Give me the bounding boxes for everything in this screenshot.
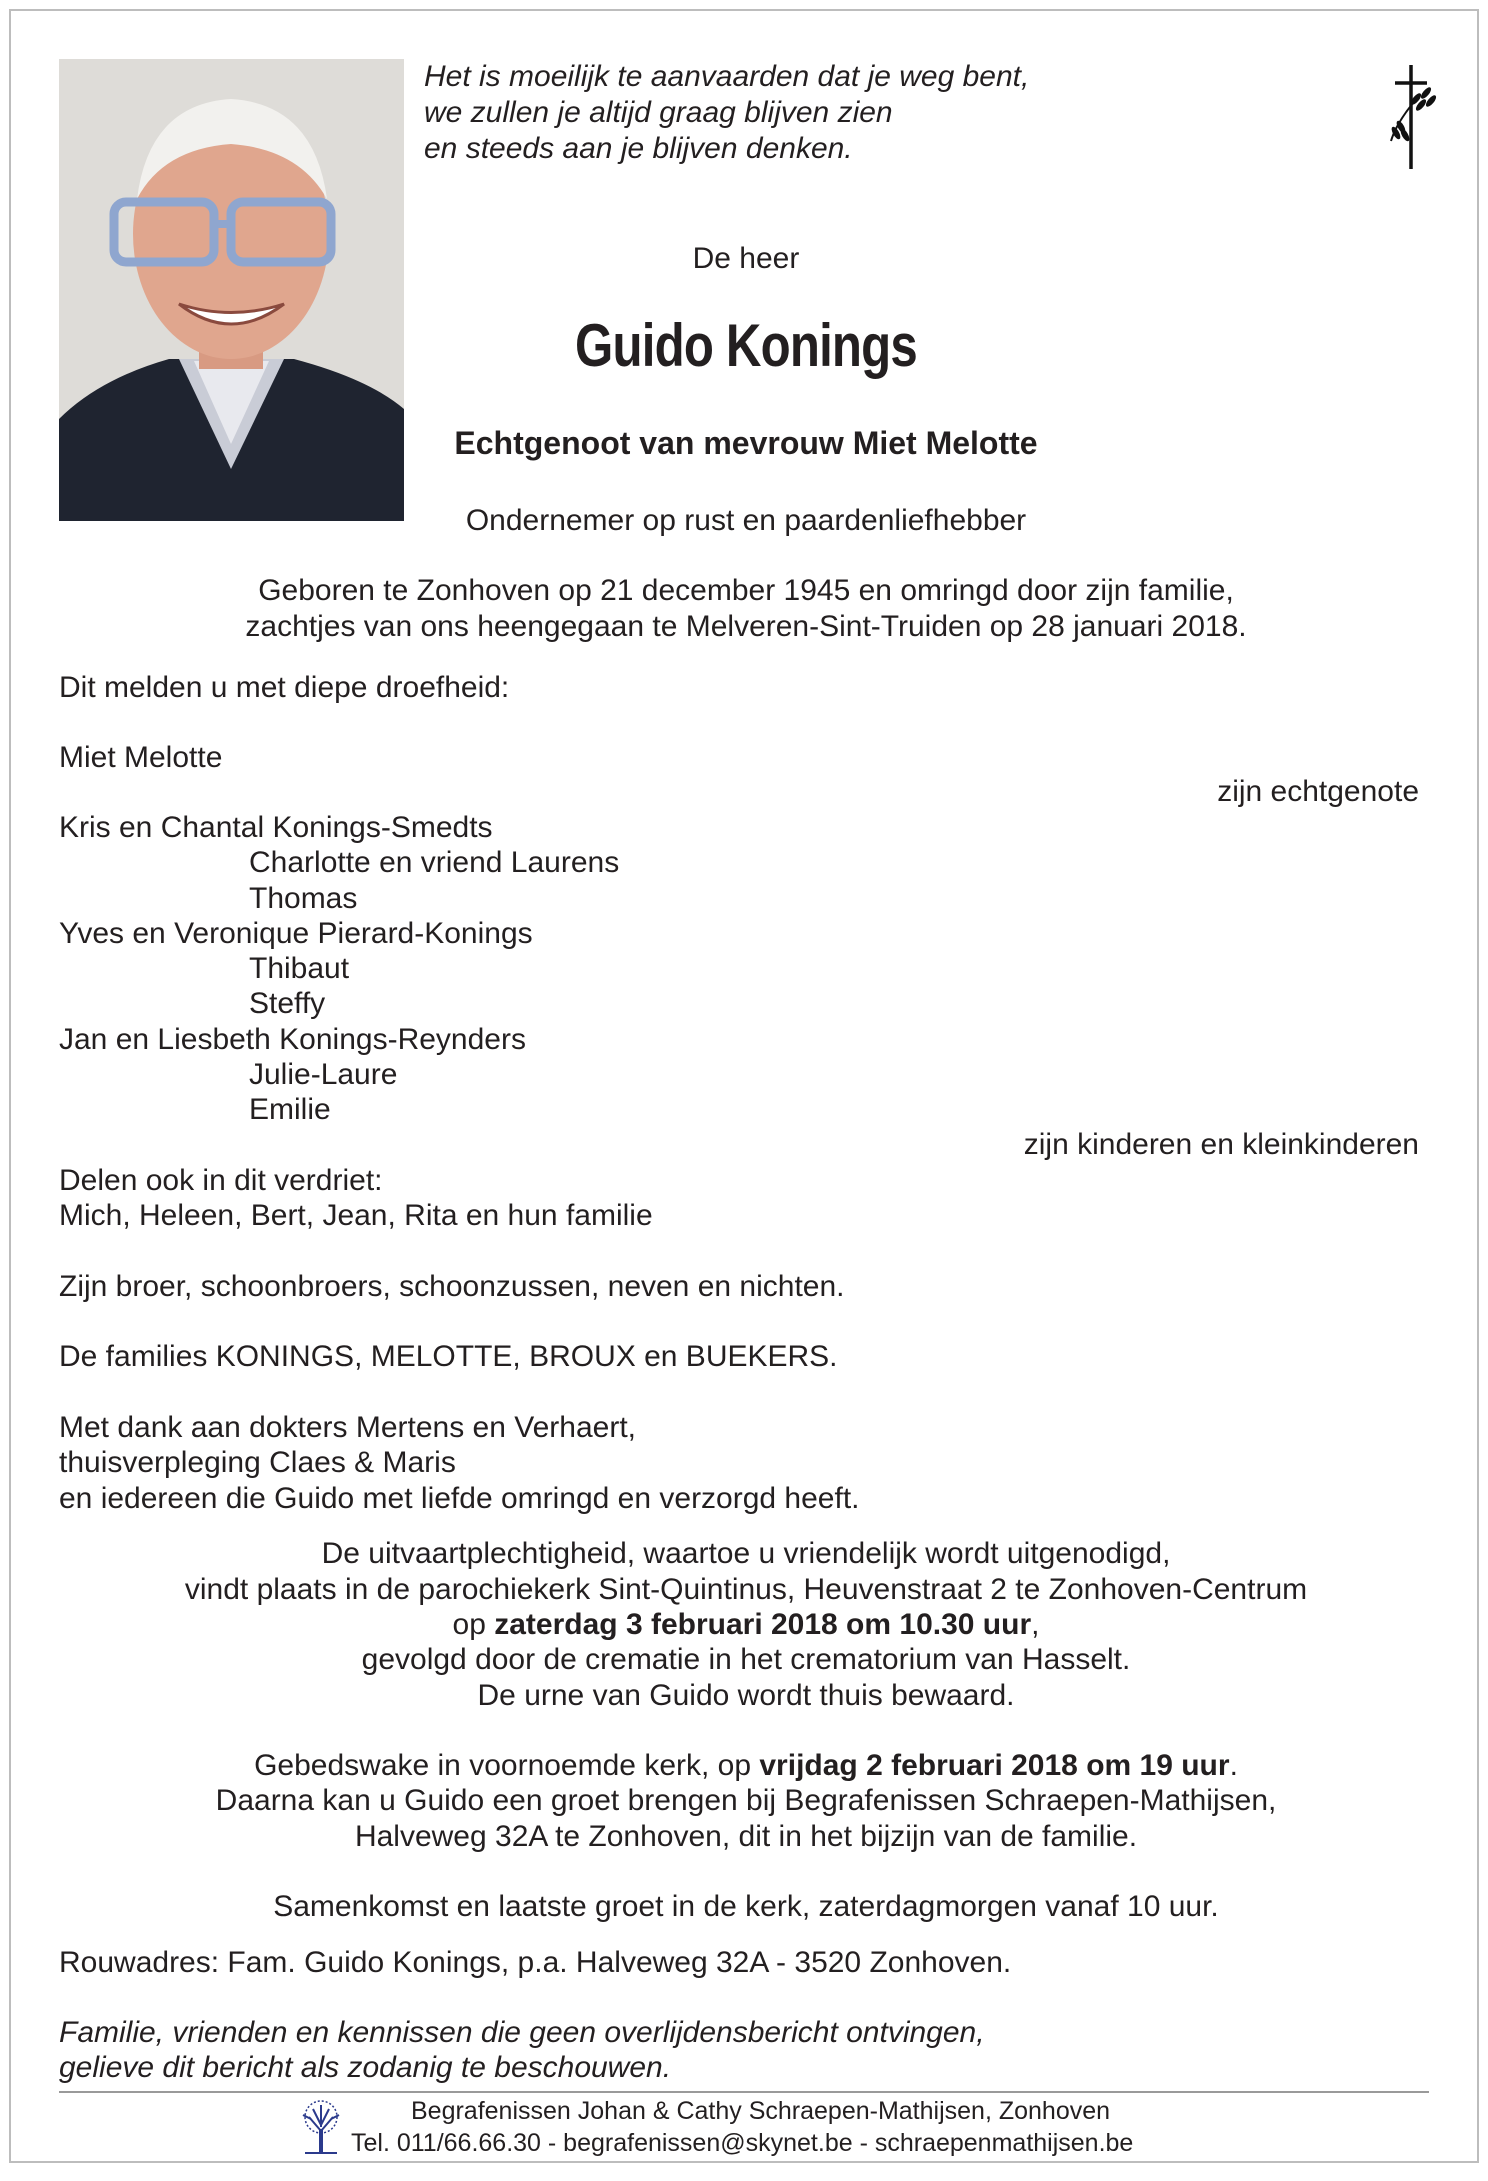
cross-icon	[1361, 61, 1451, 171]
wake-date: vrijdag 2 februari 2018 om 19 uur	[759, 1749, 1230, 1782]
wake-date-line	[11, 1748, 1481, 1783]
tree-icon	[299, 2099, 343, 2155]
relatives: Zijn broer, schoonbroers, schoonzussen, neven en nichten.	[59, 1270, 845, 1303]
families: De families KONINGS, MELOTTE, BROUX en BUEKERS.	[59, 1340, 838, 1373]
spouse-role: zijn echtgenote	[1217, 775, 1419, 808]
grandchild-name: Thomas	[249, 881, 358, 915]
poem	[424, 59, 1029, 167]
grandchild-name: Julie-Laure	[249, 1058, 398, 1092]
birth-line: Geboren te Zonhoven op 21 december 1945 en omringd door zijn familie,	[258, 574, 1234, 607]
thanks-line: en iedereen die Guido met liefde omringd en verzorgd heeft.	[59, 1481, 860, 1515]
wake-prefix: Gebedswake in voornoemde kerk, op	[254, 1749, 760, 1782]
wake-line: Halveweg 32A te Zonhoven, dit in het bijzijn van de familie.	[354, 1820, 1138, 1853]
child-couple-name: Kris en Chantal Konings-Smedts	[59, 811, 493, 844]
notice-block	[59, 2015, 985, 2086]
gathering-line: Samenkomst en laatste groet in de kerk, zaterdagmorgen vanaf 10 uur.	[273, 1890, 1219, 1923]
deceased-name: Guido Konings	[575, 312, 917, 379]
share-names: Mich, Heleen, Bert, Jean, Rita en hun familie	[59, 1199, 653, 1233]
wake-suffix: .	[1229, 1749, 1238, 1782]
funeral-company: Begrafenissen Johan & Cathy Schraepen-Mathijsen, Zonhoven	[411, 2097, 1111, 2125]
death-line: zachtjes van ons heengegaan te Melveren-Sint-Truiden op 28 januari 2018.	[245, 610, 1247, 643]
child-couple-name: Yves en Veronique Pierard-Konings	[59, 916, 533, 950]
child-couple-name: Jan en Liesbeth Konings-Reynders	[59, 1022, 526, 1056]
grandchild-name: Emilie	[249, 1093, 331, 1127]
mourning-address: Rouwadres: Fam. Guido Konings, p.a. Halveweg 32A - 3520 Zonhoven.	[59, 1946, 1012, 1979]
ceremony-line: gevolgd door de crematie in het crematorium van Hasselt.	[361, 1643, 1131, 1676]
ceremony-date-prefix: op	[452, 1608, 495, 1641]
spouse-name: Miet Melotte	[59, 741, 223, 774]
ceremony-date: zaterdag 3 februari 2018 om 10.30 uur	[494, 1608, 1032, 1641]
ceremony-line: De uitvaartplechtigheid, waartoe u vriendelijk wordt uitgenodigd,	[321, 1537, 1171, 1570]
children-role: zijn kinderen en kleinkinderen	[1023, 1128, 1419, 1161]
ceremony-line: vindt plaats in de parochiekerk Sint-Quintinus, Heuvenstraat 2 te Zonhoven-Centrum	[184, 1573, 1308, 1606]
thanks-line: thuisverpleging Claes & Maris	[59, 1446, 456, 1480]
ceremony-date-suffix: ,	[1031, 1608, 1040, 1641]
share-block	[59, 1163, 653, 1234]
thanks-block	[59, 1410, 860, 1516]
funeral-contact: Tel. 011/66.66.30 - begrafenissen@skynet.be - schraepenmathijsen.be	[351, 2129, 1134, 2157]
family-list	[59, 810, 619, 1128]
occupation: Ondernemer op rust en paardenliefhebber	[465, 504, 1027, 537]
footer-divider	[59, 2091, 1429, 2093]
notice-line: gelieve dit bericht als zodanig te beschouwen.	[59, 2051, 672, 2085]
share-title: Delen ook in dit verdriet:	[59, 1164, 383, 1197]
obituary-card	[9, 9, 1479, 2163]
poem-line: Het is moeilijk te aanvaarden dat je weg bent,	[424, 60, 1030, 93]
deceased-name-wrap	[11, 311, 1481, 380]
poem-line: we zullen je altijd graag blijven zien	[424, 96, 893, 129]
footer	[351, 2095, 1133, 2159]
thanks-line: Met dank aan dokters Mertens en Verhaert,	[59, 1411, 636, 1444]
salutation: De heer	[692, 242, 800, 275]
ceremony-date-line	[11, 1607, 1481, 1642]
spouse-line: Echtgenoot van mevrouw Miet Melotte	[454, 425, 1038, 461]
grandchild-name: Steffy	[249, 987, 326, 1021]
grandchild-name: Thibaut	[249, 952, 350, 986]
grandchild-name: Charlotte en vriend Laurens	[249, 846, 620, 880]
ceremony-line: De urne van Guido wordt thuis bewaard.	[477, 1679, 1015, 1712]
announcement: Dit melden u met diepe droefheid:	[59, 671, 510, 704]
notice-line: Familie, vrienden en kennissen die geen overlijdensbericht ontvingen,	[59, 2016, 985, 2049]
poem-line: en steeds aan je blijven denken.	[424, 132, 853, 165]
wake-line: Daarna kan u Guido een groet brengen bij Begrafenissen Schraepen-Mathijsen,	[215, 1784, 1277, 1817]
